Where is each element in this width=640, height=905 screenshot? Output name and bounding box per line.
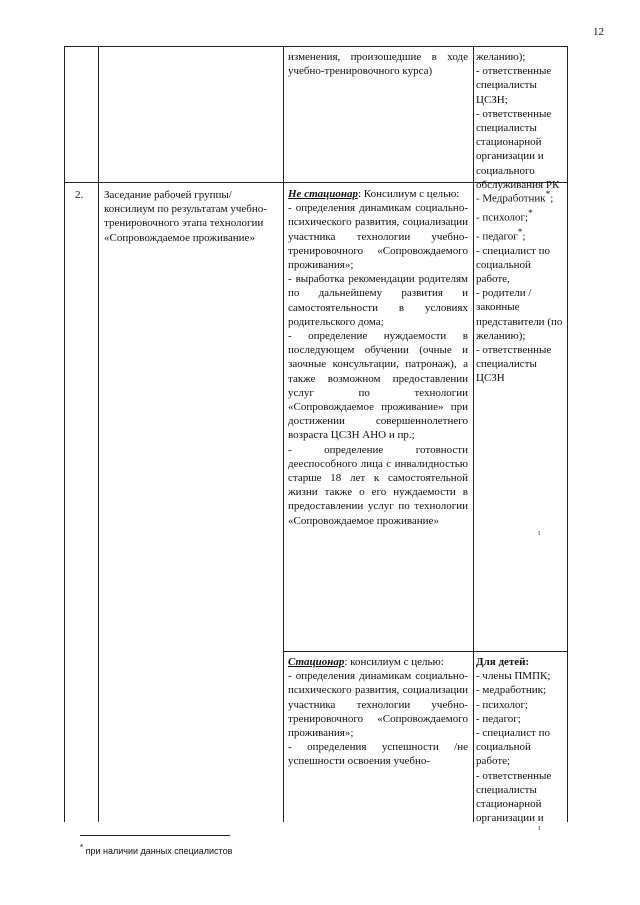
list-item: - психолог;*	[476, 207, 533, 224]
row2-number: 2.	[75, 189, 84, 201]
list-item: - ответственные специалисты стационарной организации и	[476, 769, 552, 825]
non-stationary-intro-text: : Консилиум с целью:	[357, 188, 460, 200]
list-item: - члены ПМПК;	[476, 670, 551, 683]
stationary-heading: Стационар	[288, 656, 345, 668]
footnote-marker: *	[80, 843, 84, 852]
stationary-intro-text: : консилиум с целью:	[344, 656, 444, 668]
table-line	[567, 46, 568, 822]
table-line	[64, 46, 567, 47]
list-item: - специалист по социальной работе;	[476, 727, 551, 768]
row2-title: Заседание рабочей группы/ консилиум по результатам учебно-тренировочного этапа технологии «Сопровождаемое проживание»	[104, 189, 267, 244]
table-line	[283, 651, 567, 652]
list-item: - выработка рекомендации родителям по дальнейшему развития и самостоятельности в условиях родительского дома;	[288, 273, 468, 328]
list-item: - определения динамикам социально-психического развития, социализации участника технологии учебно-тренировочного «Сопровождаемого проживания»;	[288, 202, 468, 272]
list-item: - определение готовности дееспособного лица с инвалидностью старше 18 лет к самостоятельной жизни также о его нуждаемости в предоставлении услуг по технологии «Сопровождаемое проживание»	[288, 443, 468, 527]
list-item: - ответственные специалисты ЦСЗН;	[476, 65, 552, 106]
footnote	[80, 843, 232, 856]
list-item: - ответственные специалисты ЦСЗН	[476, 344, 552, 385]
footnote-text: при наличии данных специалистов	[85, 846, 233, 856]
scan-speck: ı	[538, 823, 541, 832]
footnote-divider	[80, 835, 230, 836]
stationary-goals	[288, 655, 468, 769]
list-item: - медработник;	[476, 684, 547, 697]
page-number: 12	[593, 26, 604, 38]
row1-change-note: изменения, произошедшие в ходе учебно-тренировочного курса)	[288, 51, 468, 78]
participants-heading: Для детей:	[476, 656, 530, 668]
non-stationary-intro	[288, 187, 468, 201]
table-line	[98, 46, 99, 822]
list-item: - определения динамикам социально-психического развития, социализации участника технологии учебно-тренировочного «Сопровождаемого проживания»;	[288, 670, 468, 740]
list-item: - педагог;	[476, 712, 521, 725]
stationary-intro	[288, 655, 468, 669]
table-line	[473, 46, 474, 822]
list-item: - педагог*;	[476, 226, 526, 243]
list-item: - ответственные специалисты стационарной организации и социального обслуживания РК	[476, 107, 560, 191]
footnote-marker: *	[545, 189, 551, 199]
scan-speck: ı	[538, 528, 541, 537]
footnote-marker: *	[517, 226, 523, 237]
list-item: - родители / законные представители (по желанию);	[476, 287, 563, 342]
list-item: - психолог;	[476, 698, 529, 711]
list-item: - определения успешности /не успешности освоения учебно-	[288, 741, 468, 768]
non-stationary-participants	[476, 187, 566, 386]
footnote-marker: *	[528, 207, 533, 218]
table	[64, 46, 567, 825]
row1-participants	[476, 50, 566, 192]
list-item: - определение нуждаемости в последующем обучении (очные и заочные консультации, патронаж), а также возможном предоставлении услуг по технологии «Сопровождаемое проживание» при достижении совершеннолетнего возраста ЦСЗН АНО и пр.;	[288, 330, 468, 442]
table-line	[283, 46, 284, 822]
stationary-participants	[476, 655, 566, 825]
list-item: - специалист по социальной работе,	[476, 244, 551, 285]
table-line	[64, 46, 65, 822]
non-stationary-goals	[288, 187, 468, 528]
list-item: - Медработник*;	[476, 189, 554, 205]
non-stationary-heading: Не стационар	[288, 188, 358, 200]
list-item: желанию);	[476, 51, 526, 63]
